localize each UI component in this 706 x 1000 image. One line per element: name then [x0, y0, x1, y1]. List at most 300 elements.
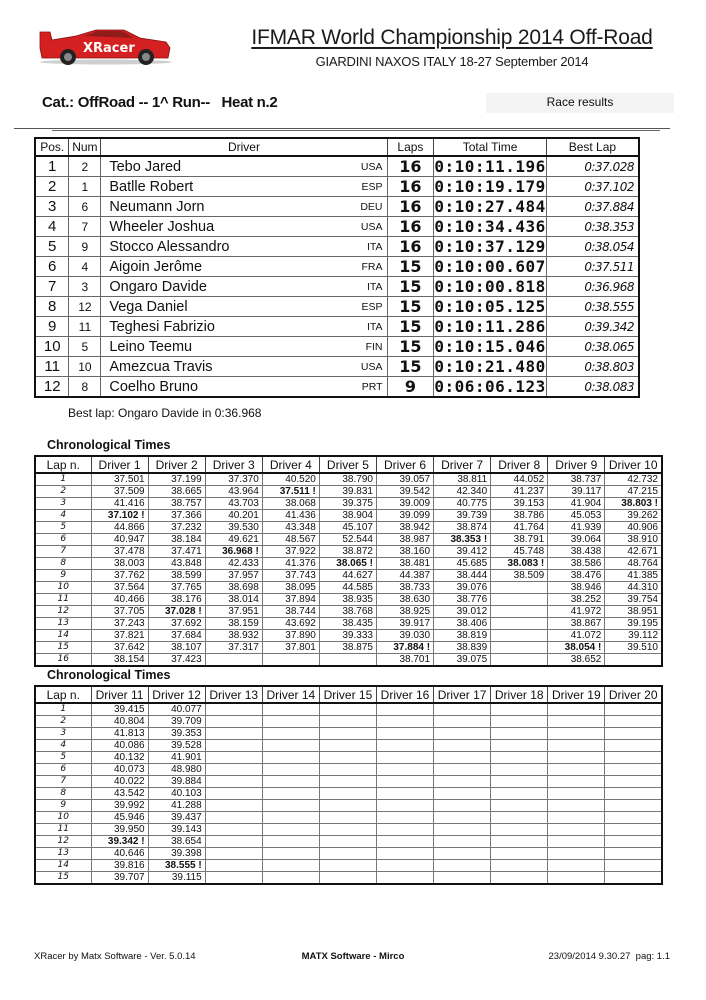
lap-time-cell — [205, 654, 262, 667]
column-header: Driver — [101, 138, 387, 156]
column-header: Driver 9 — [548, 456, 605, 473]
car-number-cell: 10 — [69, 357, 101, 377]
lap-time-cell: 40.022 — [91, 776, 148, 788]
result-row — [35, 337, 639, 357]
lap-time-cell: 38.252 — [548, 594, 605, 606]
lap-time-cell — [548, 872, 605, 885]
lap-time-cell — [319, 740, 376, 752]
lap-time-cell — [548, 788, 605, 800]
lap-number-cell: 4 — [35, 740, 91, 752]
lap-time-cell — [434, 872, 491, 885]
column-header: Num — [69, 138, 101, 156]
lap-number-cell: 16 — [35, 654, 91, 667]
driver-cell — [101, 357, 387, 377]
lap-time-cell: 40.073 — [91, 764, 148, 776]
lap-time-cell — [205, 800, 262, 812]
lap-time-cell: 38.757 — [148, 498, 205, 510]
lap-row — [35, 836, 662, 848]
lap-time-cell: 37.199 — [148, 473, 205, 486]
lap-time-cell: 39.153 — [491, 498, 548, 510]
lap-time-cell: 39.333 — [319, 630, 376, 642]
lap-time-cell — [491, 872, 548, 885]
position-cell: 6 — [35, 257, 69, 277]
lap-time-cell: 38.987 — [376, 534, 433, 546]
driver-name: Batlle Robert — [109, 178, 194, 195]
lap-time-cell: 40.466 — [91, 594, 148, 606]
lap-time-cell — [605, 860, 662, 872]
laps-cell: 15 — [387, 257, 434, 277]
laps-cell: 15 — [387, 357, 434, 377]
lap-time-cell: 38.951 — [605, 606, 662, 618]
best-lap-time-cell: 38.353 ! — [434, 534, 491, 546]
lap-time-cell: 43.848 — [148, 558, 205, 570]
lap-time-cell: 41.972 — [548, 606, 605, 618]
nationality-code: PRT — [361, 381, 383, 393]
position-cell: 3 — [35, 197, 69, 217]
lap-time-cell: 38.776 — [434, 594, 491, 606]
lap-time-cell: 40.906 — [605, 522, 662, 534]
footer-software-version: XRacer by Matx Software - Ver. 5.0.14 — [34, 951, 196, 962]
lap-number-cell: 12 — [35, 836, 91, 848]
lap-time-cell — [319, 800, 376, 812]
lap-time-cell — [605, 824, 662, 836]
best-lap-cell: 0:37.884 — [546, 197, 639, 217]
best-lap-cell: 0:38.065 — [546, 337, 639, 357]
column-header: Driver 14 — [262, 686, 319, 703]
lap-number-cell: 11 — [35, 594, 91, 606]
page-subtitle: GIARDINI NAXOS ITALY 18-27 September 2014 — [315, 54, 589, 69]
lap-time-cell: 39.884 — [148, 776, 205, 788]
lap-time-cell — [205, 788, 262, 800]
lap-time-cell: 38.444 — [434, 570, 491, 582]
lap-time-cell — [376, 812, 433, 824]
lap-time-cell: 38.839 — [434, 642, 491, 654]
laps-cell: 15 — [387, 317, 434, 337]
driver-name: Coelho Bruno — [109, 378, 199, 395]
lap-time-cell — [434, 703, 491, 716]
nationality-code: DEU — [360, 201, 383, 213]
column-header: Lap n. — [35, 456, 91, 473]
lap-time-cell: 38.095 — [262, 582, 319, 594]
lap-time-cell: 52.544 — [319, 534, 376, 546]
best-lap-time-cell: 39.342 ! — [91, 836, 148, 848]
footer-timestamp-page: 23/09/2014 9.30.27 pag: 1.1 — [548, 951, 670, 962]
lap-time-cell — [262, 764, 319, 776]
position-cell: 1 — [35, 156, 69, 177]
lap-time-cell — [605, 752, 662, 764]
lap-time-cell — [605, 872, 662, 885]
lap-time-cell: 38.435 — [319, 618, 376, 630]
car-number-cell: 4 — [69, 257, 101, 277]
lap-number-cell: 7 — [35, 776, 91, 788]
lap-row — [35, 498, 662, 510]
best-lap-cell: 0:38.353 — [546, 217, 639, 237]
lap-row — [35, 473, 662, 486]
lap-time-cell: 39.950 — [91, 824, 148, 836]
car-number-cell: 1 — [69, 177, 101, 197]
lap-time-cell — [434, 800, 491, 812]
result-row — [35, 177, 639, 197]
lap-time-cell: 38.942 — [376, 522, 433, 534]
position-cell: 12 — [35, 377, 69, 398]
lap-time-cell: 38.406 — [434, 618, 491, 630]
lap-time-cell — [434, 812, 491, 824]
lap-row — [35, 510, 662, 522]
lap-number-cell: 1 — [35, 473, 91, 486]
result-row — [35, 197, 639, 217]
lap-time-cell: 40.103 — [148, 788, 205, 800]
lap-time-cell — [434, 728, 491, 740]
lap-time-cell: 39.412 — [434, 546, 491, 558]
lap-time-cell — [319, 776, 376, 788]
lap-time-cell: 37.471 — [148, 546, 205, 558]
driver-cell — [101, 277, 387, 297]
lap-time-cell: 39.528 — [148, 740, 205, 752]
lap-time-cell — [376, 848, 433, 860]
lap-number-cell: 14 — [35, 630, 91, 642]
lap-time-cell: 41.813 — [91, 728, 148, 740]
lap-time-cell: 38.786 — [491, 510, 548, 522]
lap-time-cell — [319, 824, 376, 836]
laps-cell: 15 — [387, 277, 434, 297]
driver-cell — [101, 237, 387, 257]
lap-time-cell — [434, 860, 491, 872]
lap-time-cell: 42.433 — [205, 558, 262, 570]
lap-time-cell — [205, 812, 262, 824]
driver-name: Vega Daniel — [109, 298, 188, 315]
lap-number-cell: 10 — [35, 812, 91, 824]
lap-time-cell — [548, 716, 605, 728]
lap-time-cell — [262, 860, 319, 872]
lap-time-cell: 38.791 — [491, 534, 548, 546]
best-lap-time-cell: 36.968 ! — [205, 546, 262, 558]
position-cell: 10 — [35, 337, 69, 357]
driver-cell — [101, 317, 387, 337]
lap-time-cell — [262, 752, 319, 764]
lap-time-cell — [548, 776, 605, 788]
lap-time-cell — [491, 860, 548, 872]
lap-time-cell — [491, 642, 548, 654]
lap-row — [35, 618, 662, 630]
lap-time-cell — [434, 740, 491, 752]
lap-time-cell — [319, 812, 376, 824]
lap-time-cell: 38.946 — [548, 582, 605, 594]
lap-number-cell: 6 — [35, 764, 91, 776]
total-time-cell: 0:10:27.484 — [434, 197, 546, 216]
lap-time-cell — [491, 848, 548, 860]
divider — [52, 130, 660, 131]
lap-time-cell: 38.154 — [91, 654, 148, 667]
lap-time-cell — [491, 606, 548, 618]
lap-time-cell: 38.925 — [376, 606, 433, 618]
lap-time-cell — [205, 752, 262, 764]
lap-time-cell — [605, 654, 662, 667]
best-lap-cell: 0:37.102 — [546, 177, 639, 197]
lap-number-cell: 6 — [35, 534, 91, 546]
position-cell: 7 — [35, 277, 69, 297]
lap-time-cell — [491, 618, 548, 630]
lap-time-cell — [376, 788, 433, 800]
lap-time-cell: 44.585 — [319, 582, 376, 594]
total-time-cell: 0:10:11.196 — [434, 157, 546, 176]
total-time-cell: 0:10:37.129 — [434, 237, 546, 256]
lap-time-cell — [262, 872, 319, 885]
column-header: Driver 17 — [434, 686, 491, 703]
total-time-cell: 0:10:15.046 — [434, 337, 546, 356]
car-number-cell: 12 — [69, 297, 101, 317]
nationality-code: FRA — [361, 261, 383, 273]
lap-time-cell — [205, 764, 262, 776]
lap-time-cell — [434, 836, 491, 848]
lap-time-cell: 37.509 — [91, 486, 148, 498]
column-header: Total Time — [434, 138, 546, 156]
lap-time-cell — [434, 776, 491, 788]
best-lap-time-cell: 38.555 ! — [148, 860, 205, 872]
best-lap-time-cell: 37.028 ! — [148, 606, 205, 618]
lap-time-cell: 41.288 — [148, 800, 205, 812]
column-header: Driver 3 — [205, 456, 262, 473]
lap-time-cell — [434, 788, 491, 800]
lap-row — [35, 860, 662, 872]
lap-time-cell — [434, 824, 491, 836]
category-heading: Cat.: OffRoad -- 1^ Run-- Heat n.2 — [42, 94, 278, 111]
lap-time-cell — [262, 824, 319, 836]
total-time-cell: 0:10:21.480 — [434, 357, 546, 376]
nationality-code: ESP — [361, 181, 383, 193]
lap-time-cell: 38.874 — [434, 522, 491, 534]
lap-time-cell — [319, 703, 376, 716]
lap-time-cell: 39.117 — [548, 486, 605, 498]
lap-time-cell: 38.481 — [376, 558, 433, 570]
lap-time-cell: 41.436 — [262, 510, 319, 522]
driver-name: Wheeler Joshua — [109, 218, 215, 235]
lap-time-cell: 39.195 — [605, 618, 662, 630]
lap-time-cell: 43.348 — [262, 522, 319, 534]
nationality-code: ITA — [366, 281, 383, 293]
lap-time-cell: 39.075 — [434, 654, 491, 667]
lap-time-cell: 39.030 — [376, 630, 433, 642]
lap-time-cell — [319, 788, 376, 800]
lap-row — [35, 800, 662, 812]
column-header: Driver 7 — [434, 456, 491, 473]
lap-number-cell: 13 — [35, 848, 91, 860]
lap-row — [35, 812, 662, 824]
lap-number-cell: 15 — [35, 642, 91, 654]
race-car-icon — [36, 22, 176, 66]
lap-time-cell: 38.599 — [148, 570, 205, 582]
lap-time-cell — [262, 800, 319, 812]
lap-time-cell: 40.947 — [91, 534, 148, 546]
total-time-cell: 0:06:06.123 — [434, 377, 546, 396]
best-lap-cell: 0:36.968 — [546, 277, 639, 297]
lap-time-cell: 42.732 — [605, 473, 662, 486]
total-time-cell: 0:10:00.818 — [434, 277, 546, 296]
lap-time-cell: 38.476 — [548, 570, 605, 582]
lap-time-cell: 37.423 — [148, 654, 205, 667]
chrono-table-2 — [34, 685, 663, 885]
lap-time-cell: 37.765 — [148, 582, 205, 594]
lap-time-cell — [548, 836, 605, 848]
lap-time-cell: 38.665 — [148, 486, 205, 498]
lap-time-cell: 37.642 — [91, 642, 148, 654]
lap-time-cell: 40.520 — [262, 473, 319, 486]
lap-number-cell: 2 — [35, 486, 91, 498]
lap-time-cell — [376, 752, 433, 764]
lap-time-cell: 45.053 — [548, 510, 605, 522]
lap-time-cell: 48.567 — [262, 534, 319, 546]
lap-time-cell — [376, 860, 433, 872]
lap-time-cell — [205, 740, 262, 752]
lap-time-cell — [319, 872, 376, 885]
lap-time-cell: 41.376 — [262, 558, 319, 570]
column-header: Driver 1 — [91, 456, 148, 473]
lap-row — [35, 594, 662, 606]
laps-cell: 16 — [387, 237, 434, 257]
lap-time-cell: 38.652 — [548, 654, 605, 667]
lap-time-cell: 39.115 — [148, 872, 205, 885]
lap-time-cell — [491, 716, 548, 728]
column-header: Driver 11 — [91, 686, 148, 703]
laps-cell: 16 — [387, 197, 434, 217]
lap-time-cell — [434, 848, 491, 860]
lap-time-cell: 39.076 — [434, 582, 491, 594]
lap-time-cell — [548, 824, 605, 836]
lap-time-cell: 38.790 — [319, 473, 376, 486]
lap-row — [35, 606, 662, 618]
lap-row — [35, 872, 662, 885]
lap-time-cell — [205, 848, 262, 860]
driver-cell — [101, 217, 387, 237]
lap-time-cell: 45.946 — [91, 812, 148, 824]
lap-time-cell: 37.762 — [91, 570, 148, 582]
divider — [14, 128, 670, 129]
lap-time-cell — [491, 752, 548, 764]
position-cell: 9 — [35, 317, 69, 337]
nationality-code: ITA — [366, 241, 383, 253]
lap-time-cell: 39.707 — [91, 872, 148, 885]
lap-time-cell — [491, 812, 548, 824]
lap-time-cell: 42.671 — [605, 546, 662, 558]
total-time-cell: 0:10:34.436 — [434, 217, 546, 236]
lap-time-cell — [376, 703, 433, 716]
lap-time-cell: 40.132 — [91, 752, 148, 764]
lap-time-cell: 38.159 — [205, 618, 262, 630]
lap-time-cell: 40.201 — [205, 510, 262, 522]
lap-number-cell: 15 — [35, 872, 91, 885]
lap-time-cell: 41.385 — [605, 570, 662, 582]
chrono-header-row — [35, 456, 662, 473]
column-header: Driver 10 — [605, 456, 662, 473]
driver-cell — [101, 177, 387, 197]
lap-row — [35, 654, 662, 667]
lap-row — [35, 752, 662, 764]
nationality-code: USA — [360, 361, 383, 373]
lap-time-cell: 48.980 — [148, 764, 205, 776]
result-row — [35, 377, 639, 398]
best-lap-cell: 0:38.054 — [546, 237, 639, 257]
lap-time-cell — [205, 824, 262, 836]
lap-row — [35, 534, 662, 546]
position-cell: 8 — [35, 297, 69, 317]
lap-time-cell: 44.627 — [319, 570, 376, 582]
lap-row — [35, 740, 662, 752]
lap-time-cell — [434, 716, 491, 728]
nationality-code: USA — [360, 161, 383, 173]
lap-time-cell: 39.530 — [205, 522, 262, 534]
lap-time-cell — [319, 752, 376, 764]
lap-time-cell — [262, 836, 319, 848]
lap-time-cell — [262, 776, 319, 788]
lap-number-cell: 3 — [35, 498, 91, 510]
lap-time-cell: 44.310 — [605, 582, 662, 594]
chrono-title-1: Chronological Times — [47, 438, 171, 452]
car-number-cell: 3 — [69, 277, 101, 297]
lap-time-cell: 38.184 — [148, 534, 205, 546]
lap-time-cell: 41.237 — [491, 486, 548, 498]
lap-time-cell: 39.415 — [91, 703, 148, 716]
best-lap-time-cell: 37.102 ! — [91, 510, 148, 522]
lap-row — [35, 570, 662, 582]
lap-time-cell: 39.917 — [376, 618, 433, 630]
lap-row — [35, 546, 662, 558]
lap-time-cell — [491, 824, 548, 836]
lap-time-cell: 37.692 — [148, 618, 205, 630]
lap-time-cell — [319, 716, 376, 728]
lap-time-cell: 38.932 — [205, 630, 262, 642]
best-lap-time-cell: 37.884 ! — [376, 642, 433, 654]
lap-time-cell: 37.801 — [262, 642, 319, 654]
lap-time-cell — [262, 716, 319, 728]
lap-time-cell: 37.743 — [262, 570, 319, 582]
lap-number-cell: 4 — [35, 510, 91, 522]
lap-time-cell — [548, 752, 605, 764]
lap-number-cell: 11 — [35, 824, 91, 836]
lap-time-cell: 38.654 — [148, 836, 205, 848]
chrono-title-2: Chronological Times — [47, 668, 171, 682]
lap-number-cell: 2 — [35, 716, 91, 728]
car-number-cell: 9 — [69, 237, 101, 257]
lap-time-cell — [548, 860, 605, 872]
lap-time-cell: 41.764 — [491, 522, 548, 534]
lap-time-cell: 39.992 — [91, 800, 148, 812]
lap-time-cell — [491, 764, 548, 776]
column-header: Driver 2 — [148, 456, 205, 473]
column-header: Driver 5 — [319, 456, 376, 473]
lap-time-cell: 38.176 — [148, 594, 205, 606]
lap-time-cell: 38.698 — [205, 582, 262, 594]
best-lap-time-cell: 38.803 ! — [605, 498, 662, 510]
car-number-cell: 8 — [69, 377, 101, 398]
driver-name: Teghesi Fabrizio — [109, 318, 215, 335]
lap-time-cell: 45.107 — [319, 522, 376, 534]
lap-time-cell: 40.646 — [91, 848, 148, 860]
best-lap-cell: 0:39.342 — [546, 317, 639, 337]
lap-number-cell: 7 — [35, 546, 91, 558]
lap-time-cell — [262, 812, 319, 824]
lap-time-cell: 37.370 — [205, 473, 262, 486]
lap-row — [35, 522, 662, 534]
lap-time-cell — [376, 764, 433, 776]
results-table — [34, 137, 640, 398]
lap-time-cell: 37.501 — [91, 473, 148, 486]
lap-time-cell: 37.317 — [205, 642, 262, 654]
lap-time-cell: 38.811 — [434, 473, 491, 486]
lap-time-cell: 39.437 — [148, 812, 205, 824]
lap-time-cell: 37.243 — [91, 618, 148, 630]
lap-time-cell — [205, 716, 262, 728]
lap-time-cell — [491, 594, 548, 606]
lap-time-cell: 39.542 — [376, 486, 433, 498]
